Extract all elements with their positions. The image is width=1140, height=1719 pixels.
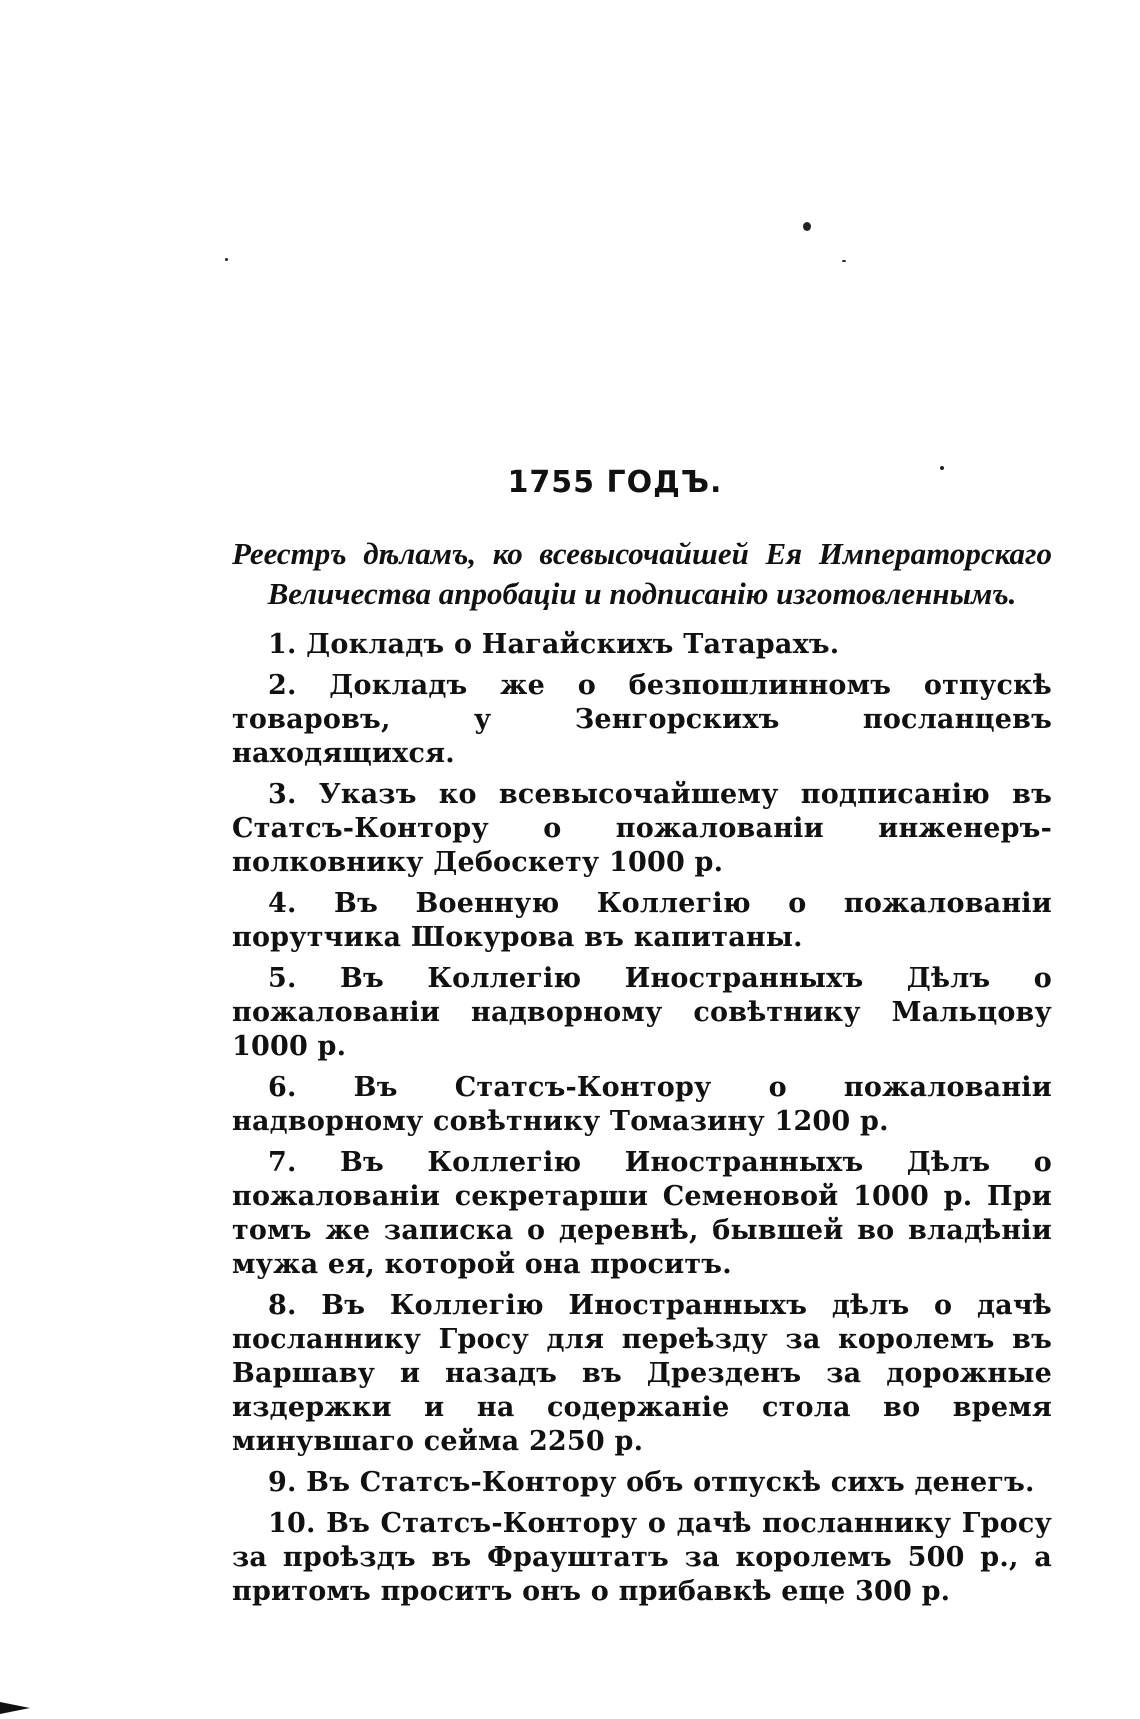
register-title: Реестръ дѣламъ, ко всевысочайшей Ея Императорскаго Величества апробаціи и подписанію изготовленнымъ.: [232, 536, 1052, 611]
list-item: 7. Въ Коллегію Иностранныхъ Дѣлъ о пожалованіи секретарши Семеновой 1000 р. При томъ же записка о деревнѣ, бывшей во владѣніи мужа ея, которой она проситъ.: [232, 1147, 1052, 1280]
list-item: 3. Указъ ко всевысочайшему подписанію въ Статсъ-Контору о пожалованіи инженеръ-полковнику Дебоскету 1000 р.: [232, 779, 1052, 878]
list-item: 9. Въ Статсъ-Контору объ отпускѣ сихъ денегъ.: [268, 1467, 1035, 1498]
year-heading: 1755 ГОДЪ.: [507, 465, 723, 500]
scan-speck: [803, 222, 811, 231]
list-item: 2. Докладъ же о безпошлинномъ отпускѣ товаровъ, у Зенгорскихъ посланцевъ находящихся.: [232, 670, 1052, 769]
entry-list: [232, 628, 1052, 1616]
list-item: 6. Въ Статсъ-Контору о пожалованіи надворному совѣтнику Томазину 1200 р.: [232, 1072, 1052, 1137]
list-item: 1. Докладъ о Нагайскихъ Татарахъ.: [268, 629, 840, 660]
list-item: 4. Въ Военную Коллегію о пожалованіи порутчика Шокурова въ капитаны.: [232, 888, 1052, 953]
list-item: 5. Въ Коллегію Иностранныхъ Дѣлъ о пожалованіи надворному совѣтнику Мальцову 1000 р.: [232, 963, 1052, 1062]
scan-speck: [225, 258, 228, 261]
list-item: 8. Въ Коллегію Иностранныхъ дѣлъ о дачѣ посланнику Гросу для переѣзду за королемъ въ Варшаву и назадъ въ Дрезденъ за дорожные издержки и на содержаніе стола во время минувшаго сейма 2250 р.: [232, 1290, 1052, 1457]
list-item: 10. Въ Статсъ-Контору о дачѣ посланнику Гросу за проѣздъ въ Фрауштатъ за королемъ 500 р., а притомъ проситъ онъ о прибавкѣ еще 300 р.: [232, 1508, 1052, 1607]
scan-speck: [842, 260, 846, 262]
scan-edge-mark: [0, 1702, 30, 1714]
